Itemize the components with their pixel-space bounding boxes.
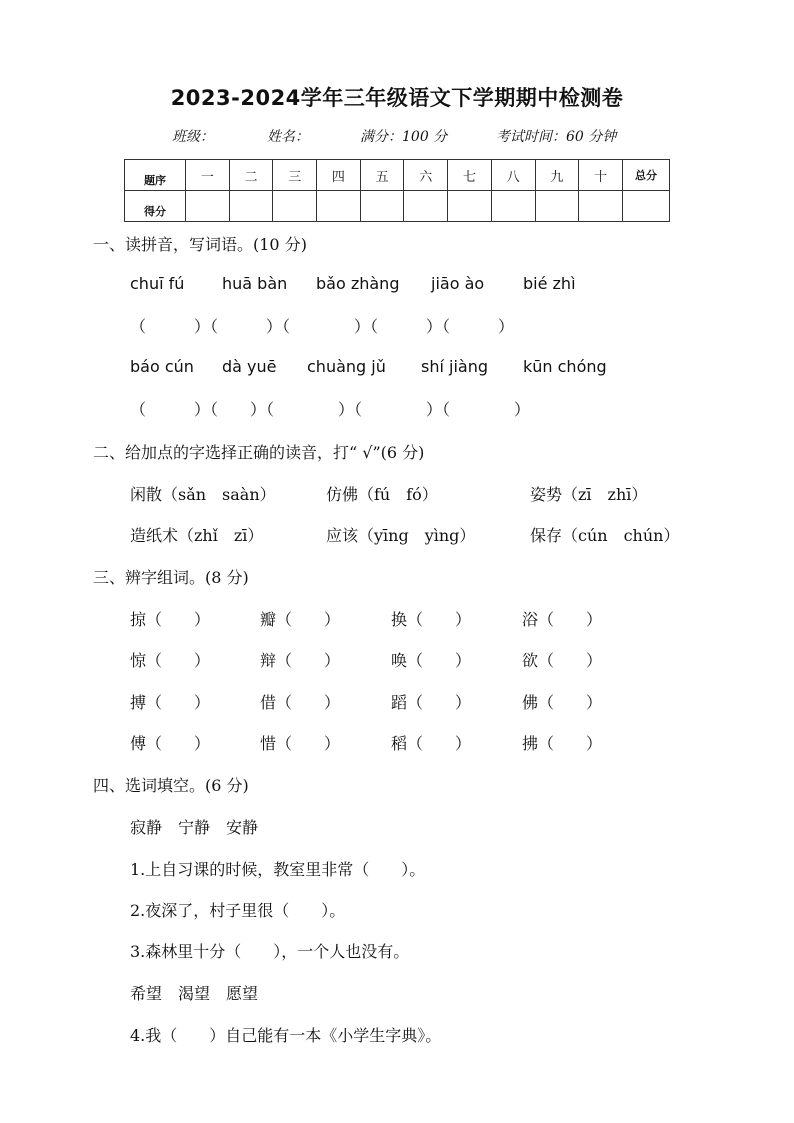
score-cell[interactable] (273, 191, 317, 222)
total-score-cell[interactable] (623, 191, 670, 222)
word-group-item[interactable]: 欲（ ） (522, 651, 603, 670)
word-group-item[interactable]: 惊（ ） (130, 651, 211, 670)
word-group-item[interactable]: 瓣（ ） (260, 610, 341, 629)
col-header-3: 三 (273, 160, 317, 191)
word-group-item[interactable]: 辩（ ） (260, 651, 341, 670)
col-header-9: 九 (535, 160, 579, 191)
score-cell[interactable] (317, 191, 361, 222)
score-cell[interactable] (186, 191, 230, 222)
reading-choice[interactable]: 造纸术（zhǐ zī） (130, 526, 264, 545)
pinyin-item: kūn chóng (523, 357, 607, 376)
fill-in-question[interactable]: 2.夜深了，村子里很（ ）。 (130, 901, 346, 920)
col-header-6: 六 (404, 160, 448, 191)
score-cell[interactable] (404, 191, 448, 222)
section2-heading: 二、给加点的字选择正确的读音，打“ √”(6 分) (93, 443, 425, 462)
score-table-header-row (125, 160, 670, 191)
section4-heading: 四、选词填空。(6 分) (93, 776, 249, 795)
score-cell[interactable] (360, 191, 404, 222)
word-group-item[interactable]: 换（ ） (391, 610, 472, 629)
score-cell[interactable] (535, 191, 579, 222)
reading-choice[interactable]: 应该（yīng yìng） (326, 526, 476, 545)
score-row-label: 得分 (125, 191, 186, 222)
pinyin-item: chuī fú (130, 274, 185, 293)
exam-title: 2023-2024学年三年级语文下学期期中检测卷 (170, 86, 624, 110)
word-group-item[interactable]: 借（ ） (260, 693, 341, 712)
reading-choice[interactable]: 闲散（sǎn saàn） (130, 485, 276, 504)
total-score-label: 总分 (623, 160, 670, 191)
word-group-item[interactable]: 浴（ ） (522, 610, 603, 629)
score-cell[interactable] (448, 191, 492, 222)
fill-in-question[interactable]: 3.森林里十分（ ），一个人也没有。 (130, 942, 410, 961)
pinyin-item: huā bàn (222, 274, 288, 293)
pinyin-item: dà yuē (222, 357, 277, 376)
col-header-2: 二 (229, 160, 273, 191)
col-header-8: 八 (491, 160, 535, 191)
fill-in-question[interactable]: 4.我（ ）自己能有一本《小学生字典》。 (130, 1026, 442, 1045)
word-group-item[interactable]: 惜（ ） (260, 734, 341, 753)
score-cell[interactable] (579, 191, 623, 222)
col-header-5: 五 (360, 160, 404, 191)
col-header-10: 十 (579, 160, 623, 191)
score-table-score-row (125, 191, 670, 222)
pinyin-item: jiāo ào (431, 274, 485, 293)
reading-choice[interactable]: 姿势（zī zhī） (530, 485, 648, 504)
section3-heading: 三、辨字组词。(8 分) (93, 568, 249, 587)
word-choices: 寂静 宁静 安静 (130, 818, 259, 837)
fill-in-question[interactable]: 1.上自习课的时候，教室里非常（ ）。 (130, 860, 426, 879)
word-group-item[interactable]: 拂（ ） (522, 734, 603, 753)
answer-blanks[interactable]: （ ）（ ）（ ）（ ）（ ） (130, 400, 531, 419)
section1-heading: 一、读拼音，写词语。(10 分) (93, 235, 307, 254)
answer-blanks[interactable]: （ ）（ ）（ ）（ ）（ ） (130, 317, 515, 336)
pinyin-item: báo cún (130, 357, 194, 376)
pinyin-item: chuàng jǔ (307, 357, 386, 376)
word-choices: 希望 渴望 愿望 (130, 984, 259, 1003)
word-group-item[interactable]: 傅（ ） (130, 734, 211, 753)
word-group-item[interactable]: 搏（ ） (130, 693, 211, 712)
col-header-7: 七 (448, 160, 492, 191)
word-group-item[interactable]: 蹈（ ） (391, 693, 472, 712)
pinyin-item: bǎo zhàng (316, 274, 400, 293)
pinyin-item: shí jiàng (421, 357, 488, 376)
col-header-4: 四 (317, 160, 361, 191)
pinyin-item: bié zhì (523, 274, 576, 293)
reading-choice[interactable]: 仿佛（fú fó） (326, 485, 438, 504)
full-score-label: 满分：100 分 (360, 129, 448, 145)
question-number-label: 题序 (125, 160, 186, 191)
exam-time-label: 考试时间：60 分钟 (496, 129, 617, 145)
word-group-item[interactable]: 唤（ ） (391, 651, 472, 670)
col-header-1: 一 (186, 160, 230, 191)
score-cell[interactable] (491, 191, 535, 222)
word-group-item[interactable]: 稻（ ） (391, 734, 472, 753)
class-label: 班级： (172, 129, 214, 145)
name-label: 姓名： (267, 129, 309, 145)
reading-choice[interactable]: 保存（cún chún） (530, 526, 680, 545)
score-table (124, 159, 670, 222)
word-group-item[interactable]: 佛（ ） (522, 693, 603, 712)
score-cell[interactable] (229, 191, 273, 222)
word-group-item[interactable]: 掠（ ） (130, 610, 211, 629)
